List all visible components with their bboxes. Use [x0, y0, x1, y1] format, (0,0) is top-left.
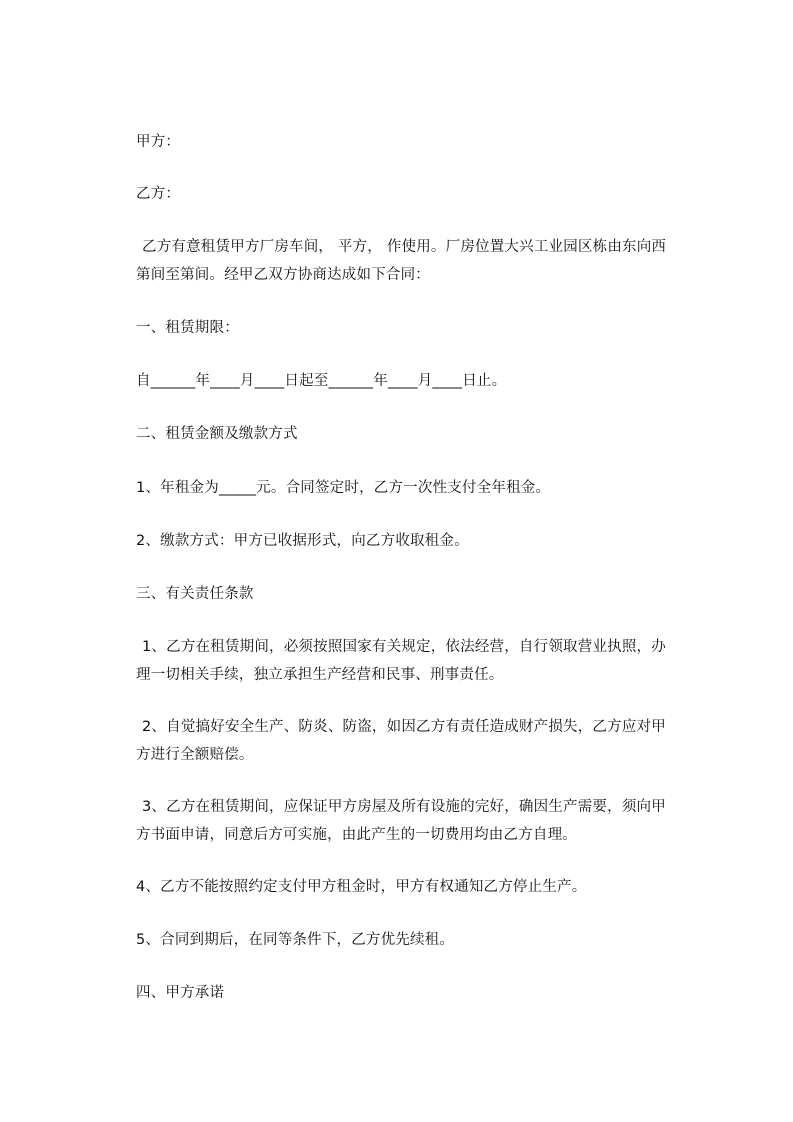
liability-clause-3: [136, 793, 666, 849]
section-3-heading: 三、有关责任条款: [136, 586, 254, 602]
intro-line-2: 第间至第间。经甲乙双方协商达成如下合同：: [136, 267, 430, 283]
liability-clause-1-line-1: 1、乙方在租赁期间，必须按照国家有关规定，依法经营，自行领取营业执照，办: [142, 639, 666, 655]
intro-paragraph: [136, 233, 667, 289]
section-2-heading: 二、租赁金额及缴款方式: [136, 426, 298, 442]
section-4-heading: 四、甲方承诺: [136, 985, 225, 1001]
payment-method-clause: 2、缴款方式：甲方已收据形式，向乙方收取租金。: [136, 533, 469, 549]
party-a-label: 甲方：: [136, 134, 181, 150]
liability-clause-3-line-1: 3、乙方在租赁期间，应保证甲方房屋及所有设施的完好，确因生产需要，须向甲: [142, 799, 666, 815]
liability-clause-4: 4、乙方不能按照约定支付甲方租金时，甲方有权通知乙方停止生产。: [136, 879, 587, 895]
liability-clause-5: 5、合同到期后，在同等条件下，乙方优先续租。: [136, 932, 455, 948]
liability-clause-2-line-2: 方进行全额赔偿。: [136, 747, 254, 763]
liability-clause-2-line-1: 2、自觉搞好安全生产、防炎、防盗，如因乙方有责任造成财产损失，乙方应对甲: [142, 719, 666, 735]
liability-clause-3-line-2: 方书面申请，同意后方可实施，由此产生的一切费用均由乙方自理。: [136, 827, 577, 843]
rent-amount-clause: 1、年租金为_____元。合同签定时，乙方一次性支付全年租金。: [136, 480, 551, 496]
liability-clause-1-line-2: 理一切相关手续，独立承担生产经营和民事、刑事责任。: [136, 667, 504, 683]
liability-clause-2: [136, 713, 666, 769]
party-b-label: 乙方：: [136, 186, 181, 202]
section-1-heading: 一、租赁期限：: [136, 320, 239, 336]
intro-line-1: 乙方有意租赁甲方厂房车间， 平方， 作使用。厂房位置大兴工业园区栋由东向西: [142, 239, 667, 255]
liability-clause-1: [136, 633, 666, 689]
lease-term-line: 自______年____月____日起至______年____月____日止。: [136, 373, 507, 389]
